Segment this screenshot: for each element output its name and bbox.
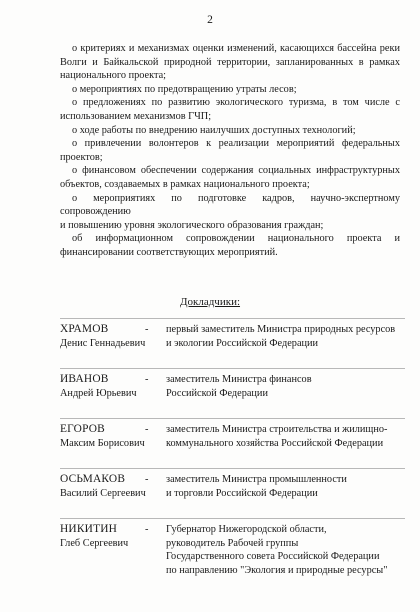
speaker-name: [60, 473, 180, 500]
speaker-dash: -: [145, 474, 149, 485]
agenda-item: о финансовом обеспечении содержания социальных инфраструктурных объектов, создаваемых в рамках национального проекта;: [60, 165, 400, 190]
speaker-name: [60, 323, 180, 350]
agenda-item: об информационном сопровождении национального проекта и финансировании соответствующих мероприятий.: [60, 233, 400, 258]
speaker-given-name: Василий Сергеевич: [60, 487, 146, 499]
speaker-surname: ХРАМОВ: [60, 323, 109, 335]
agenda-item: о предложениях по развитию экологического туризма, в том числе с использованием механизмов ГЧП;: [60, 97, 400, 122]
speaker-role: [166, 373, 406, 400]
speaker-surname: ОСЬМАКОВ: [60, 473, 126, 485]
speaker-role-line: и экологии Российской Федерации: [166, 337, 319, 349]
speaker-role-line: Губернатор Нижегородской области,: [166, 524, 327, 535]
speakers-heading: Докладчики:: [179, 296, 241, 308]
speaker-role: [166, 323, 406, 350]
speaker-surname: ЕГОРОВ: [60, 423, 105, 435]
speaker-role-line: заместитель Министра промышленности: [166, 474, 347, 485]
speaker-given-name: Максим Борисович: [60, 437, 145, 449]
speaker-role-line: коммунального хозяйства Российской Федерации: [166, 437, 384, 449]
agenda-item: о привлечении волонтеров к реализации мероприятий федеральных проектов;: [60, 138, 400, 163]
speaker-given-name: Андрей Юрьевич: [60, 387, 137, 399]
speaker-surname: НИКИТИН: [60, 523, 118, 535]
speaker-role-line: и торговли Российской Федерации: [166, 487, 318, 499]
speaker-dash: -: [145, 324, 149, 335]
speaker-row: [60, 368, 405, 421]
speaker-given-name: Глеб Сергеевич: [60, 537, 129, 549]
speaker-row: [60, 318, 405, 371]
speaker-role: [166, 423, 406, 450]
speaker-dash: -: [145, 374, 149, 385]
page-number: 2: [207, 14, 213, 26]
speaker-name: [60, 373, 180, 400]
agenda-item: о мероприятиях по предотвращению утраты лесов;: [72, 83, 297, 95]
speaker-row: [60, 468, 405, 521]
speaker-role-line: руководитель Рабочей группы: [166, 537, 299, 549]
speaker-row: [60, 518, 405, 585]
speaker-name: [60, 423, 180, 450]
speaker-name: [60, 523, 180, 550]
speaker-role-line: по направлению "Экология и природные ресурсы": [166, 564, 388, 576]
agenda-item: о ходе работы по внедрению наилучших доступных технологий;: [72, 124, 356, 136]
speaker-dash: -: [145, 524, 149, 535]
speaker-role-line: заместитель Министра финансов: [166, 374, 312, 385]
speaker-role-line: Государственного совета Российской Федерации: [166, 551, 380, 563]
agenda-item: о мероприятиях по подготовке кадров, научно-экспертному сопровождению: [60, 192, 400, 218]
speaker-dash: -: [145, 424, 149, 435]
speaker-role-line: первый заместитель Министра природных ресурсов: [166, 324, 396, 335]
agenda-item-continuation: и повышению уровня экологического образования граждан;: [60, 219, 324, 231]
agenda-items: [60, 42, 400, 260]
speaker-role-line: Российской Федерации: [166, 387, 268, 399]
speaker-row: [60, 418, 405, 471]
speaker-role: [166, 523, 406, 577]
agenda-item: о критериях и механизмах оценки изменений, касающихся бассейна реки Волги и Байкальской природной территории, запланированных в рамках национального проекта;: [60, 43, 400, 82]
speaker-role: [166, 473, 406, 500]
speaker-surname: ИВАНОВ: [60, 373, 109, 385]
speaker-given-name: Денис Геннадьевич: [60, 337, 146, 349]
speaker-role-line: заместитель Министра строительства и жилищно-: [166, 424, 388, 435]
